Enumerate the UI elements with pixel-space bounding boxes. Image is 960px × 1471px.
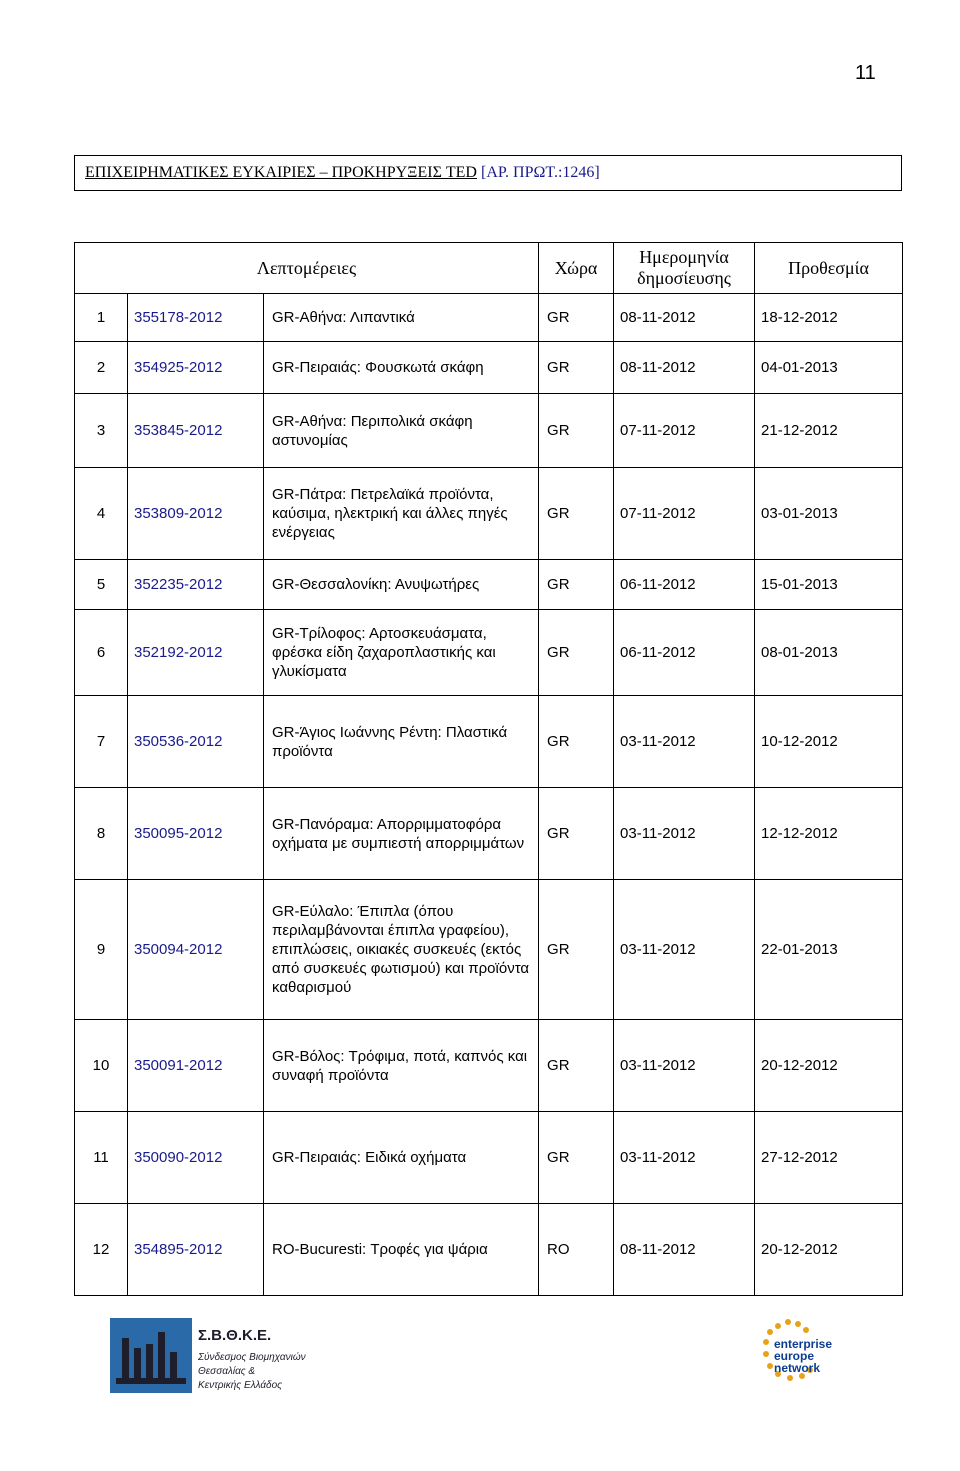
row-description: GR-Άγιος Ιωάννης Ρέντη: Πλαστικά προϊόντα [264, 696, 539, 788]
header-country: Χώρα [539, 243, 614, 294]
row-pubdate: 08-11-2012 [614, 294, 755, 342]
row-description: GR-Πειραιάς: Φουσκωτά σκάφη [264, 342, 539, 394]
row-description: GR-Πειραιάς: Ειδικά οχήματα [264, 1112, 539, 1204]
reference-number: 350536-2012 [128, 696, 264, 788]
table-row [75, 1020, 903, 1112]
heading-ref: [ΑΡ. ΠΡΩΤ.:1246] [480, 164, 600, 181]
reference-number: 352192-2012 [128, 610, 264, 696]
row-country: GR [539, 696, 614, 788]
row-country: RO [539, 1204, 614, 1296]
row-description: GR-Αθήνα: Περιπολικά σκάφη αστυνομίας [264, 394, 539, 468]
table-row [75, 342, 903, 394]
table-row [75, 468, 903, 560]
row-description: GR-Εύλαλο: Έπιπλα (όπου περιλαμβάνονται έπιπλα γραφείου), επιπλώσεις, οικιακές συσκευές (εκτός από συσκευές φωτισμού) και προϊόντα καθαρισμού [264, 880, 539, 1020]
row-deadline: 15-01-2013 [755, 560, 903, 610]
reference-number: 353845-2012 [128, 394, 264, 468]
row-pubdate: 03-11-2012 [614, 880, 755, 1020]
tenders-table [74, 242, 903, 1296]
table-row [75, 610, 903, 696]
row-country: GR [539, 610, 614, 696]
row-country: GR [539, 468, 614, 560]
row-deadline: 20-12-2012 [755, 1204, 903, 1296]
een-logo [748, 1312, 838, 1422]
row-description: GR-Θεσσαλονίκη: Ανυψωτήρες [264, 560, 539, 610]
row-country: GR [539, 880, 614, 1020]
table-row [75, 394, 903, 468]
row-number: 8 [75, 788, 128, 880]
row-number: 9 [75, 880, 128, 1020]
row-description: GR-Αθήνα: Λιπαντικά [264, 294, 539, 342]
reference-number: 350091-2012 [128, 1020, 264, 1112]
row-pubdate: 03-11-2012 [614, 1020, 755, 1112]
row-country: GR [539, 1112, 614, 1204]
header-details: Λεπτομέρειες [75, 243, 539, 294]
factory-logo-icon [110, 1318, 310, 1398]
row-deadline: 04-01-2013 [755, 342, 903, 394]
row-description: GR-Πάτρα: Πετρελαϊκά προϊόντα, καύσιμα, ηλεκτρική και άλλες πηγές ενέργειας [264, 468, 539, 560]
heading-text: ΕΠΙΧΕΙΡΗΜΑΤΙΚΕΣ ΕΥΚΑΙΡΙΕΣ – ΠΡΟΚΗΡΥΞΕΙΣ TED [85, 164, 477, 181]
header-pubdate: Ημερομηνία δημοσίευσης [614, 243, 755, 294]
row-number: 4 [75, 468, 128, 560]
row-pubdate: 03-11-2012 [614, 696, 755, 788]
reference-number: 355178-2012 [128, 294, 264, 342]
row-pubdate: 06-11-2012 [614, 560, 755, 610]
row-pubdate: 08-11-2012 [614, 342, 755, 394]
row-number: 1 [75, 294, 128, 342]
row-pubdate: 03-11-2012 [614, 788, 755, 880]
een-stars-icon [748, 1312, 838, 1422]
row-description: RO-Bucuresti: Τροφές για ψάρια [264, 1204, 539, 1296]
row-deadline: 21-12-2012 [755, 394, 903, 468]
header-deadline: Προθεσμία [755, 243, 903, 294]
row-deadline: 10-12-2012 [755, 696, 903, 788]
table-row [75, 1112, 903, 1204]
row-number: 11 [75, 1112, 128, 1204]
row-description: GR-Βόλος: Τρόφιμα, ποτά, καπνός και συναφή προϊόντα [264, 1020, 539, 1112]
row-number: 12 [75, 1204, 128, 1296]
row-deadline: 27-12-2012 [755, 1112, 903, 1204]
row-pubdate: 08-11-2012 [614, 1204, 755, 1296]
table-row [75, 880, 903, 1020]
row-deadline: 03-01-2013 [755, 468, 903, 560]
row-deadline: 22-01-2013 [755, 880, 903, 1020]
row-deadline: 18-12-2012 [755, 294, 903, 342]
row-number: 6 [75, 610, 128, 696]
row-description: GR-Πανόραμα: Απορριμματοφόρα οχήματα με συμπιεστή απορριμμάτων [264, 788, 539, 880]
row-number: 5 [75, 560, 128, 610]
een-line3: network [774, 1361, 821, 1375]
row-deadline: 12-12-2012 [755, 788, 903, 880]
row-country: GR [539, 1020, 614, 1112]
reference-number: 350095-2012 [128, 788, 264, 880]
row-number: 3 [75, 394, 128, 468]
reference-number: 352235-2012 [128, 560, 264, 610]
table-row [75, 696, 903, 788]
row-number: 2 [75, 342, 128, 394]
row-description: GR-Τρίλοφος: Αρτοσκευάσματα, φρέσκα είδη ζαχαροπλαστικής και γλυκίσματα [264, 610, 539, 696]
reference-number: 350094-2012 [128, 880, 264, 1020]
sbvke-title: Σ.Β.Θ.Κ.Ε. [198, 1327, 272, 1344]
table-row [75, 1204, 903, 1296]
row-number: 7 [75, 696, 128, 788]
reference-number: 354925-2012 [128, 342, 264, 394]
row-country: GR [539, 294, 614, 342]
row-pubdate: 06-11-2012 [614, 610, 755, 696]
section-heading [74, 155, 902, 191]
een-line2: europe [774, 1349, 815, 1363]
sbvke-logo [110, 1318, 310, 1398]
table-row [75, 560, 903, 610]
row-deadline: 08-01-2013 [755, 610, 903, 696]
sbvke-line3: Κεντρικής Ελλάδος [198, 1380, 283, 1391]
reference-number: 354895-2012 [128, 1204, 264, 1296]
row-country: GR [539, 342, 614, 394]
sbvke-line2: Θεσσαλίας & [198, 1366, 256, 1377]
table-header-row [75, 243, 903, 294]
een-line1: enterprise [774, 1337, 833, 1351]
row-country: GR [539, 394, 614, 468]
sbvke-line1: Σύνδεσμος Βιομηχανιών [198, 1352, 306, 1363]
row-pubdate: 07-11-2012 [614, 468, 755, 560]
row-pubdate: 03-11-2012 [614, 1112, 755, 1204]
row-pubdate: 07-11-2012 [614, 394, 755, 468]
row-number: 10 [75, 1020, 128, 1112]
page-number: 11 [855, 62, 876, 84]
row-country: GR [539, 788, 614, 880]
row-country: GR [539, 560, 614, 610]
row-deadline: 20-12-2012 [755, 1020, 903, 1112]
reference-number: 350090-2012 [128, 1112, 264, 1204]
table-row [75, 788, 903, 880]
reference-number: 353809-2012 [128, 468, 264, 560]
table-row [75, 294, 903, 342]
